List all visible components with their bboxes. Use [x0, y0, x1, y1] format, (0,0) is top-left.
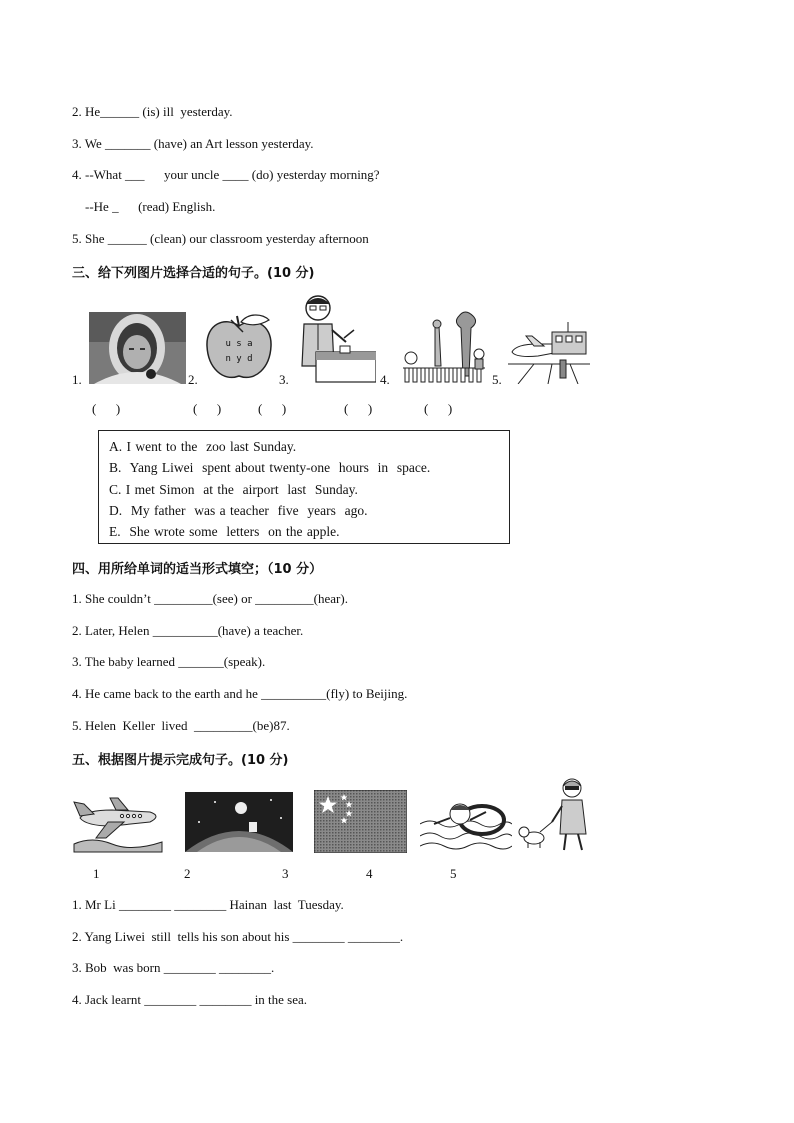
- exercise-line: 3. The baby learned _______(speak).: [72, 654, 266, 669]
- exercise-line: 5. She ______ (clean) our classroom yesterday afternoon: [72, 231, 369, 246]
- exercise-line: 4. He came back to the earth and he __________(fly) to Beijing.: [72, 686, 408, 701]
- exercise-line: --He _ (read) English.: [72, 199, 216, 214]
- exercise-line: 2. Later, Helen __________(have) a teacher.: [72, 623, 304, 638]
- picture-number: 5.: [492, 372, 502, 387]
- exercise-line: 2. He______ (is) ill yesterday.: [72, 104, 233, 119]
- swimming-picture: [420, 794, 512, 854]
- option-e: E. She wrote some letters on the apple.: [109, 524, 340, 539]
- exercise-line: 4. Jack learnt ________ ________ in the sea.: [72, 992, 308, 1007]
- picture-caption: 5: [450, 866, 457, 881]
- section-heading: 三、给下列图片选择合适的句子。(10 分): [72, 266, 315, 281]
- exercise-line: 3. We _______ (have) an Art lesson yesterday.: [72, 136, 314, 151]
- picture-caption: 1: [93, 866, 100, 881]
- space-picture: [185, 792, 293, 852]
- answer-blank[interactable]: ( ): [92, 401, 121, 416]
- exercise-line: 3. Bob was born ________ ________.: [72, 960, 275, 975]
- picture-number: 2.: [188, 372, 198, 387]
- apple-letters-row-2: n y d: [225, 354, 253, 364]
- flag-picture: [314, 790, 407, 853]
- exercise-line: 1. She couldn’t _________(see) or _________(hear).: [72, 591, 348, 606]
- picture-caption: 4: [366, 866, 373, 881]
- answer-blank[interactable]: ( ): [193, 401, 222, 416]
- picture-caption: 2: [184, 866, 191, 881]
- option-b: B. Yang Liwei spent about twenty-one hours in space.: [109, 460, 431, 475]
- answer-blank[interactable]: ( ): [344, 401, 373, 416]
- teacher-picture: [296, 290, 376, 386]
- picture-number: 3.: [279, 372, 289, 387]
- exercise-line: 4. --What ___ your uncle ____ (do) yesterday morning?: [72, 167, 380, 182]
- picture-caption: 3: [282, 866, 289, 881]
- exercise-line: 5. Helen Keller lived _________(be)87.: [72, 718, 290, 733]
- zoo-picture: [399, 306, 489, 386]
- picture-number: 4.: [380, 372, 390, 387]
- airplane-picture: [72, 796, 164, 856]
- astronaut-picture: [89, 312, 186, 384]
- airport-picture: [508, 318, 590, 384]
- exercise-line: 1. Mr Li ________ ________ Hainan last Tuesday.: [72, 897, 344, 912]
- picture-number: 1.: [72, 372, 82, 387]
- apple-picture: [203, 312, 275, 384]
- option-d: D. My father was a teacher five years ago.: [109, 503, 368, 518]
- answer-blank[interactable]: ( ): [424, 401, 453, 416]
- option-c: C. I met Simon at the airport last Sunday.: [109, 482, 358, 497]
- section-heading: 五、根据图片提示完成句子。(10 分): [72, 753, 289, 768]
- options-box: [98, 430, 510, 544]
- option-a: A. I went to the zoo last Sunday.: [109, 439, 297, 454]
- apple-letters-row-1: u s a: [225, 339, 253, 349]
- section-heading: 四、用所给单词的适当形式填空；（10 分）: [72, 562, 323, 577]
- answer-blank[interactable]: ( ): [258, 401, 287, 416]
- dog-walking-picture: [518, 776, 598, 852]
- exercise-line: 2. Yang Liwei still tells his son about his ________ ________.: [72, 929, 404, 944]
